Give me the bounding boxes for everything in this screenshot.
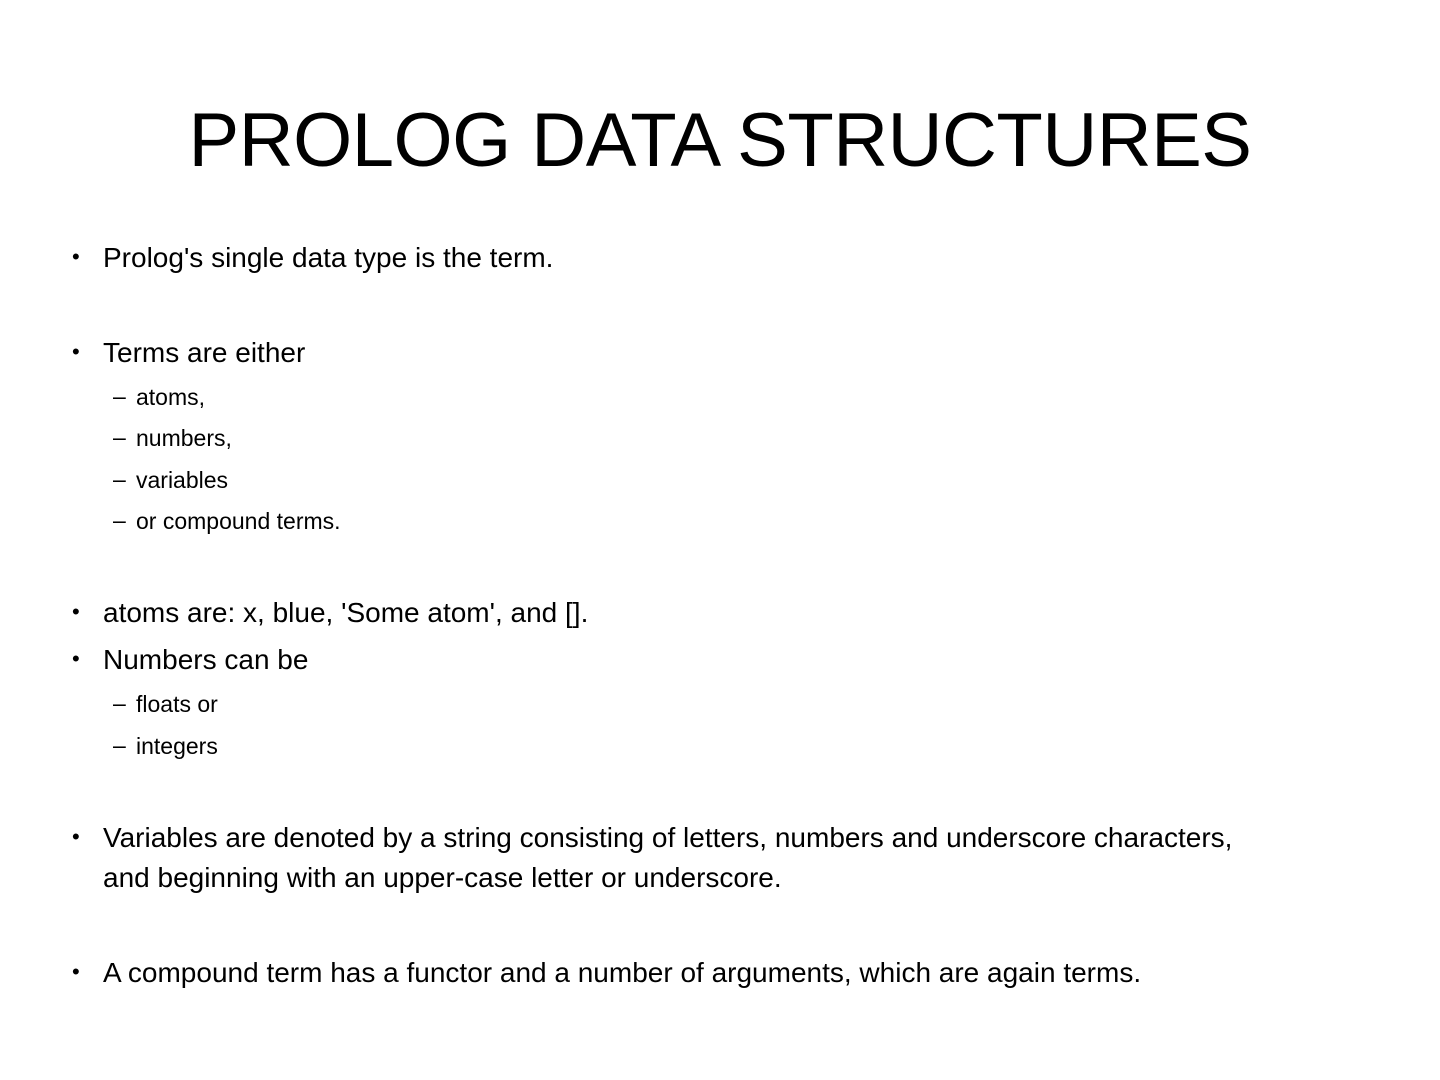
bullet-icon: • bbox=[72, 599, 80, 624]
dash-icon: – bbox=[113, 732, 126, 758]
bullet-icon: • bbox=[72, 824, 80, 849]
sub-item-numbers: numbers, bbox=[136, 425, 232, 451]
slide-title: PROLOG DATA STRUCTURES bbox=[188, 98, 1252, 183]
bullet-item-1: Prolog's single data type is the term. bbox=[103, 242, 554, 273]
bullet-item-2: Terms are either bbox=[103, 337, 306, 368]
bullet-item-4: Numbers can be bbox=[103, 644, 309, 675]
sub-item-integers: integers bbox=[136, 733, 218, 759]
bullet-icon: • bbox=[72, 244, 80, 269]
bullet-item-5-line-2: and beginning with an upper-case letter or underscore. bbox=[103, 862, 782, 893]
bullet-item-3: atoms are: x, blue, 'Some atom', and []. bbox=[103, 597, 589, 628]
sub-item-atoms: atoms, bbox=[136, 384, 206, 410]
sub-item-compound: or compound terms. bbox=[136, 508, 341, 534]
sub-item-variables: variables bbox=[136, 467, 229, 493]
bullet-item-6: A compound term has a functor and a number of arguments, which are again terms. bbox=[103, 957, 1142, 988]
bullet-item-5-line-1: Variables are denoted by a string consisting of letters, numbers and underscore characters, bbox=[103, 822, 1233, 853]
sub-item-floats: floats or bbox=[136, 691, 218, 717]
bullet-icon: • bbox=[72, 339, 80, 364]
dash-icon: – bbox=[113, 507, 126, 533]
dash-icon: – bbox=[113, 466, 126, 492]
bullet-icon: • bbox=[72, 646, 80, 671]
dash-icon: – bbox=[113, 690, 126, 716]
bullet-icon: • bbox=[72, 959, 80, 984]
dash-icon: – bbox=[113, 383, 126, 409]
dash-icon: – bbox=[113, 424, 126, 450]
